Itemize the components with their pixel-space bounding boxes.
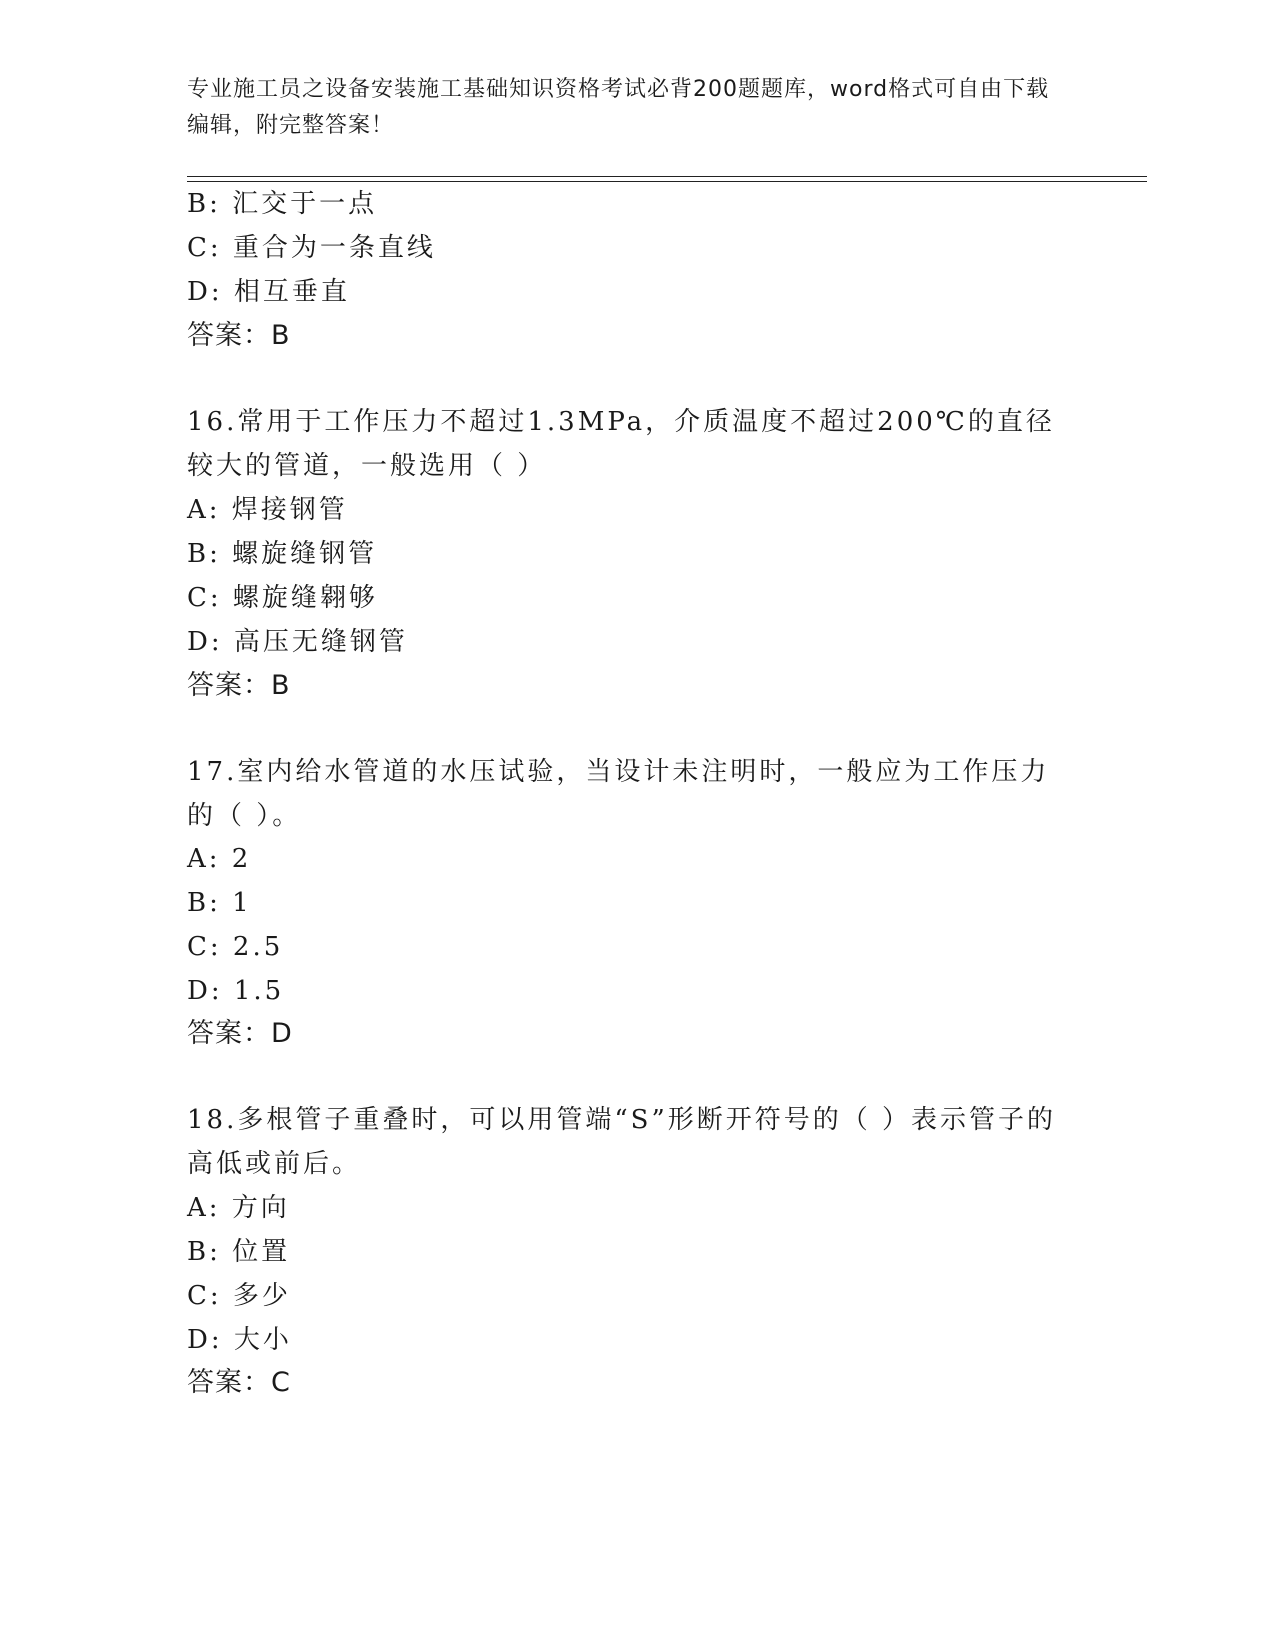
q16-option-a: A: 焊接钢管	[187, 495, 348, 525]
q16-option-d: D: 高压无缝钢管	[187, 627, 408, 657]
q17-option-d: D: 1.5	[187, 976, 285, 1006]
q16-answer: 答案：B	[187, 670, 291, 701]
q18-stem: 18.多根管子重叠时，可以用管端“S”形断开符号的（ ）表示管子的高低或前后。	[187, 1105, 1057, 1179]
q15-option-b: B: 汇交于一点	[187, 189, 378, 219]
q18-option-b: B: 位置	[187, 1237, 291, 1267]
q18-option-a: A: 方向	[187, 1193, 290, 1223]
q18-option-d: D: 大小	[187, 1325, 292, 1355]
q17-answer: 答案：D	[187, 1018, 293, 1049]
q15-option-d: D: 相互垂直	[187, 277, 350, 307]
q18-option-c: C: 多少	[187, 1281, 291, 1311]
q15-option-c: C: 重合为一条直线	[187, 233, 436, 263]
header-divider-top	[187, 176, 1147, 177]
document-header: 专业施工员之设备安装施工基础知识资格考试必背200题题库，word格式可自由下载编辑，附完整答案！	[187, 77, 1050, 138]
q17-option-c: C: 2.5	[187, 932, 284, 962]
q15-answer: 答案：B	[187, 320, 291, 351]
q18-answer: 答案：C	[187, 1367, 291, 1398]
q17-stem: 17.室内给水管道的水压试验，当设计未注明时，一般应为工作压力的（ ）。	[187, 757, 1050, 831]
q16-stem: 16.常用于工作压力不超过1.3MPa，介质温度不超过200℃的直径较大的管道，一般选用（ ）	[187, 407, 1055, 481]
q17-option-b: B: 1	[187, 888, 252, 918]
q16-option-c: C: 螺旋缝翱够	[187, 583, 378, 613]
q17-option-a: A: 2	[187, 844, 252, 874]
header-divider-bottom	[187, 181, 1147, 182]
q16-option-b: B: 螺旋缝钢管	[187, 539, 378, 569]
